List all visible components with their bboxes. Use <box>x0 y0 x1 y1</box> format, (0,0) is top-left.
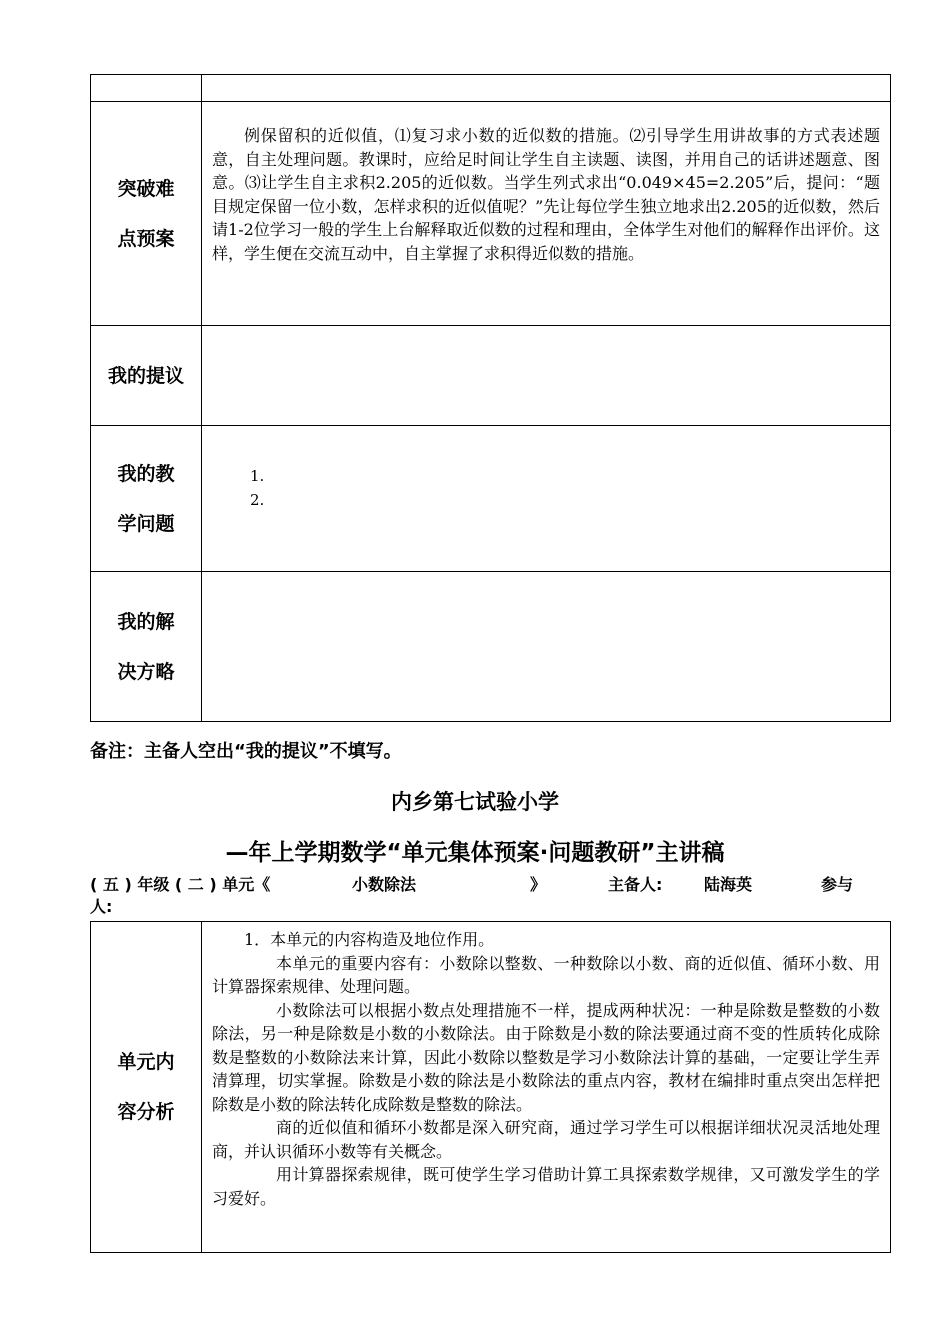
table-row-unit-analysis <box>91 922 891 1253</box>
note-text: 备注：主备人空出“我的提议”不填写。 <box>90 741 402 762</box>
table-row-empty <box>91 75 891 102</box>
breakthrough-text: 例保留积的近似值，⑴复习求小数的近似数的措施。⑵引导学生用讲故事的方式表述题意，自主处理问题。教课时，应给足时间让学生自主读题、读图，并用自己的话讲述题意、图意。⑶让学生自主求积2.205的近似数。当学生列式求出“0.049×45=2.205”后，提问：“题目规定保留一位小数，怎样求积的近似值呢？”先让每位学生独立地求出2.205的近似数，然后请1-2位学习一般的学生上台解释取近似数的过程和理由，全体学生对他们的解释作出评价。这样，学生便在交流互动中，自主掌握了求积得近似数的措施。 <box>212 126 880 263</box>
unit-analysis-table <box>90 921 891 1253</box>
list-item: 1. <box>250 467 265 485</box>
unit-info <box>90 874 890 918</box>
list-item: 2. <box>250 491 265 509</box>
unit-analysis-content <box>202 922 891 1253</box>
school-title: 内乡第七试验小学 <box>391 790 559 814</box>
table-row-breakthrough <box>91 102 891 326</box>
breakthrough-label: 突破难 点预案 <box>91 102 202 326</box>
preparer-label: 主备人: <box>608 875 663 894</box>
analysis-paragraph: 本单元的重要内容有：小数除以整数、一种数除以小数、商的近似值、循环小数、用计算器探索规律、处理问题。 <box>212 953 880 996</box>
analysis-paragraph: 商的近似值和循环小数都是深入研究商，通过学习学生可以根据详细状况灵活地处理商，并认识循环小数等有关概念。 <box>212 1118 880 1161</box>
participants-label: 参与 <box>821 875 854 894</box>
empty-label-cell <box>91 75 202 102</box>
suggestion-label: 我的提议 <box>91 326 202 426</box>
analysis-paragraph: 小数除法可以根据小数点处理措施不一样，提成两种状况：一种是除数是整数的小数除法，另一种是除数是小数的小数除法。由于除数是小数的除法要通过商不变的性质转化成除数是整数的小数除法来计算，因此小数除以整数是学习小数除法计算的基础，一定要让学生弄清算理，切实掌握。除数是小数的除法是小数除法的重点内容，教材在编排时重点突出怎样把除数是小数的除法转化成除数是整数的除法。 <box>212 1000 880 1114</box>
teaching-problems-content <box>202 426 891 572</box>
document-title: —年上学期数学“单元集体预案·问题教研”主讲稿 <box>225 840 725 866</box>
unit-analysis-label: 单元内 容分析 <box>91 922 202 1253</box>
solutions-label: 我的解 决方略 <box>91 572 202 722</box>
table-row-solutions <box>91 572 891 722</box>
lesson-plan-table <box>90 74 891 722</box>
participants-tail: 人: <box>90 897 113 916</box>
preparer-name: 陆海英 <box>704 875 753 894</box>
suggestion-content <box>202 326 891 426</box>
analysis-paragraph: 用计算器探索规律，既可使学生学习借助计算工具探索数学规律，又可激发学生的学习爱好。 <box>212 1165 880 1208</box>
solutions-content <box>202 572 891 722</box>
table-row-teaching-problems <box>91 426 891 572</box>
empty-content-cell <box>202 75 891 102</box>
unit-name: 小数除法 <box>352 875 417 894</box>
teaching-problems-label: 我的教 学问题 <box>91 426 202 572</box>
unit-close: 》 <box>530 875 547 894</box>
table-row-suggestion <box>91 326 891 426</box>
breakthrough-content <box>202 102 891 326</box>
analysis-paragraph: 1．本单元的内容构造及地位作用。 <box>244 930 495 949</box>
grade-unit: ( 五 ) 年级 ( 二 ) 单元《 <box>90 875 271 894</box>
